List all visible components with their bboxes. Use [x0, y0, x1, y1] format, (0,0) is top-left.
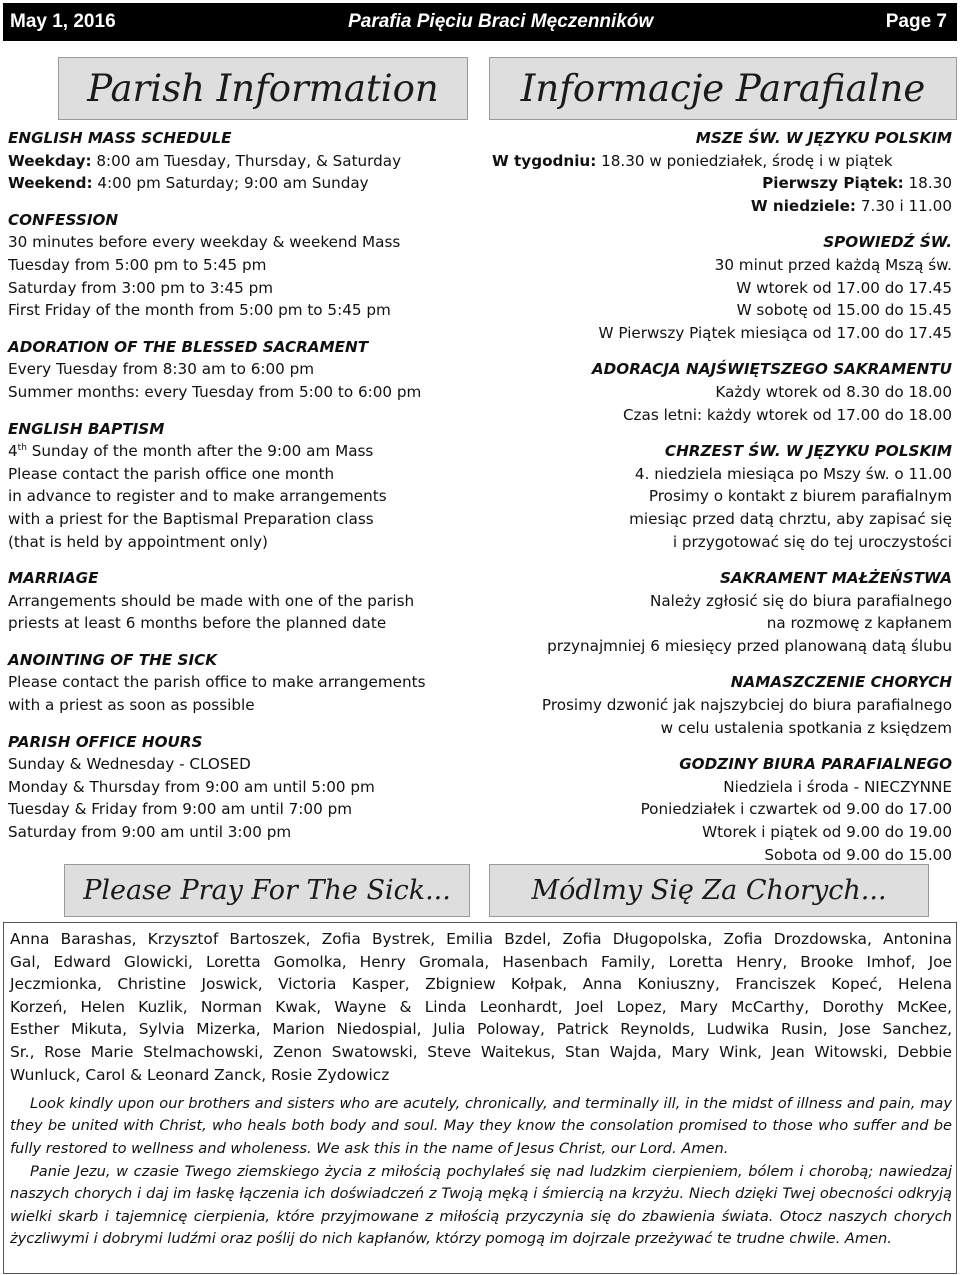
modlmy-sie-title: Módlmy Się Za Chorych... — [489, 864, 929, 917]
section-line: Każdy wtorek od 8.30 do 18.00 — [715, 382, 952, 401]
page-header — [3, 3, 957, 41]
section-title: SAKRAMENT MAŁŻEŃSTWA — [719, 569, 952, 588]
english-column — [8, 127, 478, 858]
section-line: miesiąc przed datą chrztu, aby zapisać się — [629, 509, 952, 528]
section-line: W wtorek od 17.00 do 17.45 — [736, 278, 952, 297]
section-line: w celu ustalenia spotkania z księdzem — [660, 718, 952, 737]
section-title: CHRZEST ŚW. W JĘZYKU POLSKIM — [664, 442, 952, 461]
sick-names-line: Wunluck, Carol & Leonard Zanck, Rosie Zydowicz — [10, 1065, 390, 1084]
office-hours-section — [8, 731, 478, 844]
section-line: Saturday from 9:00 am until 3:00 pm — [8, 823, 292, 842]
section-line: First Friday of the month from 5:00 pm to 5:45 pm — [8, 301, 391, 320]
adoration-section — [8, 336, 478, 404]
section-line: i przygotować się do tej uroczystości — [672, 532, 952, 551]
prayer-english: Look kindly upon our brothers and sisters who are acutely, chronically, and terminally ill, in the midst of illness and pain, may they be united with Christ, who heals both body and soul. May they know the consolation promised to those who suffer and be fully restored to wellness and wholeness. We ask this in the name of Jesus Christ, our Lord. Amen. — [10, 1095, 952, 1157]
section-line: 30 minut przed każdą Mszą św. — [714, 255, 952, 274]
sick-list-box — [3, 922, 957, 1274]
section-line: Czas letni: każdy wtorek od 17.00 do 18.00 — [622, 405, 952, 424]
anointing-section — [8, 649, 478, 717]
weekend-line: Weekend: 4:00 pm Saturday; 9:00 am Sunday — [8, 174, 369, 193]
section-title: ADORACJA NAJŚWIĘTSZEGO SAKRAMENTU — [591, 360, 952, 379]
marriage-section — [8, 567, 478, 635]
section-title: CONFESSION — [8, 210, 119, 229]
section-line: Please contact the parish office one month — [8, 464, 335, 483]
section-line: 4. niedziela miesiąca po Mszy św. o 11.00 — [634, 464, 952, 483]
header-date: May 1, 2016 — [10, 11, 116, 32]
section-line: Saturday from 3:00 pm to 3:45 pm — [8, 278, 274, 297]
section-line: Every Tuesday from 8:30 am to 6:00 pm — [8, 360, 315, 379]
pray-for-sick-title: Please Pray For The Sick... — [64, 864, 470, 917]
section-line: 30 minutes before every weekday & weekend Mass — [8, 233, 401, 252]
section-line: Tuesday from 5:00 pm to 5:45 pm — [8, 255, 267, 274]
confession-section — [8, 209, 478, 322]
sick-names-line: Jeczmionka, Christine Joswick, Victoria Kasper, Zbigniew Kołpak, Anna Koniuszny, Franciszek Kopeć, Helena — [10, 975, 952, 994]
chrzest-section — [492, 440, 952, 553]
sick-names-line: Gal, Edward Glowicki, Loretta Gomolka, Henry Gromala, Hasenbach Family, Loretta Henry, Brooke Imhof, Joe — [10, 952, 952, 971]
polish-column — [492, 127, 952, 880]
sick-names-line: Esther Mikuta, Sylvia Mizerka, Marion Niedospial, Julia Poloway, Patrick Reynolds, Ludwika Rusin, Jose Sanchez, — [10, 1020, 952, 1039]
section-line: Summer months: every Tuesday from 5:00 to 6:00 pm — [8, 382, 422, 401]
section-line: Wtorek i piątek od 9.00 do 19.00 — [702, 823, 952, 842]
section-line: przynajmniej 6 miesięcy przed planowaną datą ślubu — [547, 636, 952, 655]
section-line: in advance to register and to make arrangements — [8, 487, 387, 506]
prayer-polish: Panie Jezu, w czasie Twego ziemskiego życia z miłością pochylałeś się nad ludzkim cierpieniem, bólem i chorobą; nawiedzaj naszych chorych i daj im łaskę łączenia ich doświadczeń z Twoją męką i śmiercią na krzyżu. Niech dzięki Twej obecności odkryją wielki skarb i tajemnicę cierpienia, które przyjmowane z miłością przyczynia się do zbawienia świata. Otocz naszych chorych życzliwymi i dobrymi ludźmi oraz poślij do nich kapłanów, którzy pomogą im dojrzale przeżywać te trudne chwile. Amen. — [10, 1163, 952, 1248]
spowiedz-section — [492, 231, 952, 344]
section-title: ENGLISH BAPTISM — [8, 419, 165, 438]
section-line: (that is held by appointment only) — [8, 532, 268, 551]
namaszczenie-section — [492, 671, 952, 739]
parish-information-title: Parish Information — [58, 57, 468, 120]
section-line: priests at least 6 months before the planned date — [8, 614, 387, 633]
section-title: GODZINY BIURA PARAFIALNEGO — [679, 755, 952, 774]
section-title: NAMASZCZENIE CHORYCH — [730, 673, 952, 692]
sick-names-line: Sr., Rose Marie Stelmachowski, Zenon Swatowski, Steve Waitekus, Stan Wajda, Mary Wink, Jean Witowski, Debbie — [10, 1042, 952, 1061]
baptism-first-line: 4th Sunday of the month after the 9:00 am Mass — [8, 442, 374, 461]
w-tygodniu-line: W tygodniu: 18.30 w poniedziałek, środę i w piątek — [492, 151, 893, 170]
section-line: Tuesday & Friday from 9:00 am until 7:00 pm — [8, 800, 353, 819]
sick-names-line: Anna Barashas, Krzysztof Bartoszek, Zofia Bystrek, Emilia Bzdel, Zofia Długopolska, Zofia Drozdowska, Antonina — [10, 930, 952, 948]
baptism-lines — [8, 463, 478, 553]
section-title: PARISH OFFICE HOURS — [8, 732, 203, 751]
english-mass-section — [8, 127, 478, 195]
malzenstwo-section — [492, 567, 952, 657]
section-line: Please contact the parish office to make arrangements — [8, 673, 426, 692]
section-title: MARRIAGE — [8, 569, 99, 588]
section-line: W sobotę od 15.00 do 15.45 — [736, 301, 952, 320]
section-line: na rozmowę z kapłanem — [766, 614, 952, 633]
weekday-line: Weekday: 8:00 am Tuesday, Thursday, & Saturday — [8, 151, 402, 170]
section-line: Arrangements should be made with one of the parish — [8, 591, 415, 610]
section-line: with a priest for the Baptismal Preparation class — [8, 509, 374, 528]
section-title: ANOINTING OF THE SICK — [8, 650, 218, 669]
informacje-parafialne-title: Informacje Parafialne — [489, 57, 957, 120]
section-line: Sobota od 9.00 do 15.00 — [764, 845, 952, 864]
sick-names-list — [10, 928, 952, 1086]
section-line: Poniedziałek i czwartek od 9.00 do 17.00 — [640, 800, 952, 819]
sick-names-line: Korzeń, Helen Kuzlik, Norman Kwak, Wayne & Linda Leonhardt, Joel Lopez, Mary McCarthy, Dorothy McKee, — [10, 997, 952, 1016]
section-line: Niedziela i środa - NIECZYNNE — [723, 777, 952, 796]
section-title: ADORATION OF THE BLESSED SACRAMENT — [8, 337, 369, 356]
section-line: Należy zgłosić się do biura parafialnego — [650, 591, 952, 610]
section-line: Monday & Thursday from 9:00 am until 5:00 pm — [8, 777, 375, 796]
section-title: MSZE ŚW. W JĘZYKU POLSKIM — [695, 129, 952, 147]
section-line: Prosimy dzwonić jak najszybciej do biura parafialnego — [541, 696, 952, 715]
section-title: ENGLISH MASS SCHEDULE — [8, 129, 232, 147]
english-baptism-section — [8, 418, 478, 554]
section-line: W Pierwszy Piątek miesiąca od 17.00 do 17.45 — [598, 323, 952, 342]
header-page-number: Page 7 — [885, 11, 947, 32]
section-line: Sunday & Wednesday - CLOSED — [8, 755, 251, 774]
w-niedziele-line: W niedziele: 7.30 i 11.00 — [750, 196, 952, 215]
section-line: Prosimy o kontakt z biurem parafialnym — [648, 487, 952, 506]
godziny-biura-section — [492, 753, 952, 866]
section-title: SPOWIEDŹ ŚW. — [823, 233, 952, 252]
section-line: with a priest as soon as possible — [8, 696, 255, 715]
polish-mass-section — [492, 127, 952, 217]
adoracja-section — [492, 358, 952, 426]
header-parish-name: Parafia Pięciu Braci Męczenników — [348, 11, 654, 32]
pierwszy-piatek-line: Pierwszy Piątek: 18.30 — [762, 174, 952, 193]
